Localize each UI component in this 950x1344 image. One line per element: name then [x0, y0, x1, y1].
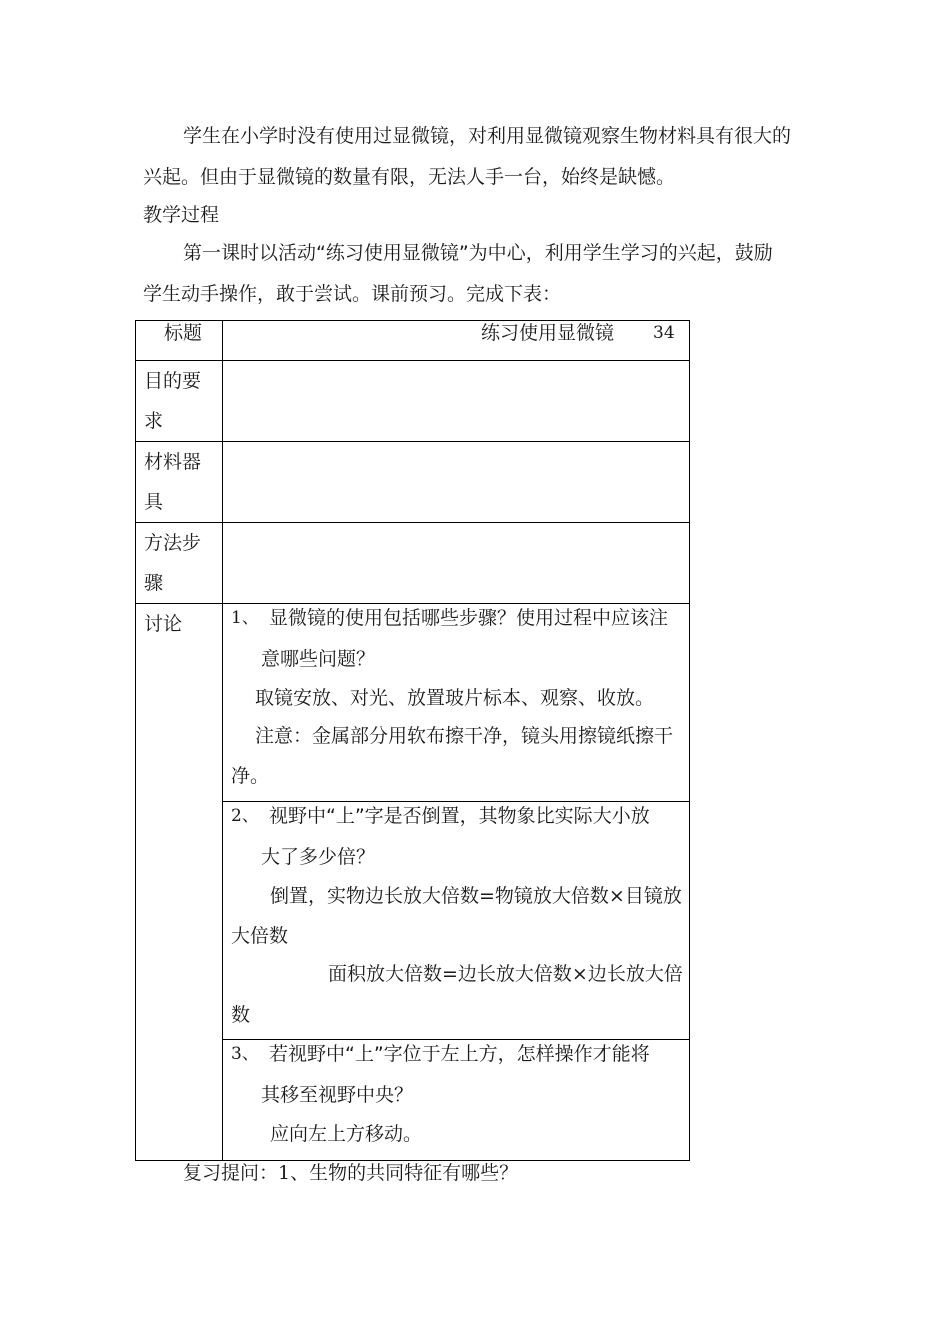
- q1-line-2: 意哪些问题？: [261, 648, 376, 670]
- q2-line-4: 大倍数: [231, 925, 289, 947]
- q3-line-1: 若视野中“上”字位于左上方，怎样操作才能将: [269, 1043, 650, 1065]
- question-3-cell: [223, 1040, 690, 1161]
- materials-label-cell: [136, 442, 223, 523]
- title-number: 34: [653, 323, 675, 343]
- method-label-2: 骤: [144, 572, 164, 594]
- table-row-method: [136, 523, 690, 604]
- preview-form-table: [135, 320, 690, 1161]
- question-1-cell: [223, 604, 690, 802]
- review-question: 复习提问：1、生物的共同特征有哪些？: [183, 1162, 519, 1184]
- materials-label-2: 具: [144, 491, 164, 513]
- materials-label-1: 材料器: [144, 451, 202, 473]
- q1-line-5: 净。: [231, 765, 270, 787]
- purpose-value-cell[interactable]: [223, 361, 690, 442]
- q1-line-4: 注意：金属部分用软布擦干净，镜头用擦镜纸擦干: [255, 725, 674, 747]
- table-row-title: [136, 321, 690, 361]
- title-label-cell: [136, 321, 223, 361]
- q3-line-3: 应向左上方移动。: [270, 1123, 423, 1145]
- title-value-cell: [223, 321, 690, 361]
- section-heading: 教学过程: [143, 204, 220, 226]
- q2-line-2: 大了多少倍？: [261, 846, 376, 868]
- q3-number: 3、: [231, 1044, 259, 1064]
- intro-line-1: 学生在小学时没有使用过显微镜，对利用显微镜观察生物材料具有很大的: [183, 125, 792, 147]
- q2-line-3: 倒置，实物边长放大倍数=物镜放大倍数×目镜放: [270, 885, 682, 907]
- materials-value-cell[interactable]: [223, 442, 690, 523]
- title-value: 练习使用显微镜: [481, 322, 615, 344]
- q3-line-2: 其移至视野中央？: [261, 1084, 414, 1106]
- q2-number: 2、: [231, 806, 259, 826]
- table-row-discussion-1: [136, 604, 690, 802]
- q1-line-1: 显微镜的使用包括哪些步骤？使用过程中应该注: [269, 607, 669, 629]
- method-label-1: 方法步: [144, 532, 202, 554]
- discussion-label: 讨论: [144, 613, 183, 635]
- intro-line-2: 兴起。但由于显微镜的数量有限，无法人手一台，始终是缺憾。: [143, 166, 676, 188]
- discussion-label-cell: [136, 604, 223, 1161]
- purpose-label-1: 目的要: [144, 370, 202, 392]
- method-value-cell[interactable]: [223, 523, 690, 604]
- q1-number: 1、: [231, 608, 259, 628]
- purpose-label-cell: [136, 361, 223, 442]
- q2-line-5: 面积放大倍数=边长放大倍数×边长放大倍: [328, 963, 683, 985]
- title-label: 标题: [164, 322, 203, 344]
- lesson-line-2: 学生动手操作，敢于尝试。课前预习。完成下表：: [143, 283, 562, 305]
- purpose-label-2: 求: [144, 410, 164, 432]
- method-label-cell: [136, 523, 223, 604]
- table-row-materials: [136, 442, 690, 523]
- question-2-cell: [223, 802, 690, 1040]
- table-row-purpose: [136, 361, 690, 442]
- q2-line-6: 数: [231, 1004, 251, 1026]
- lesson-line-1: 第一课时以活动“练习使用显微镜”为中心，利用学生学习的兴起，鼓励: [183, 242, 773, 264]
- q2-line-1: 视野中“上”字是否倒置，其物象比实际大小放: [269, 805, 650, 827]
- q1-line-3: 取镜安放、对光、放置玻片标本、观察、收放。: [255, 687, 655, 709]
